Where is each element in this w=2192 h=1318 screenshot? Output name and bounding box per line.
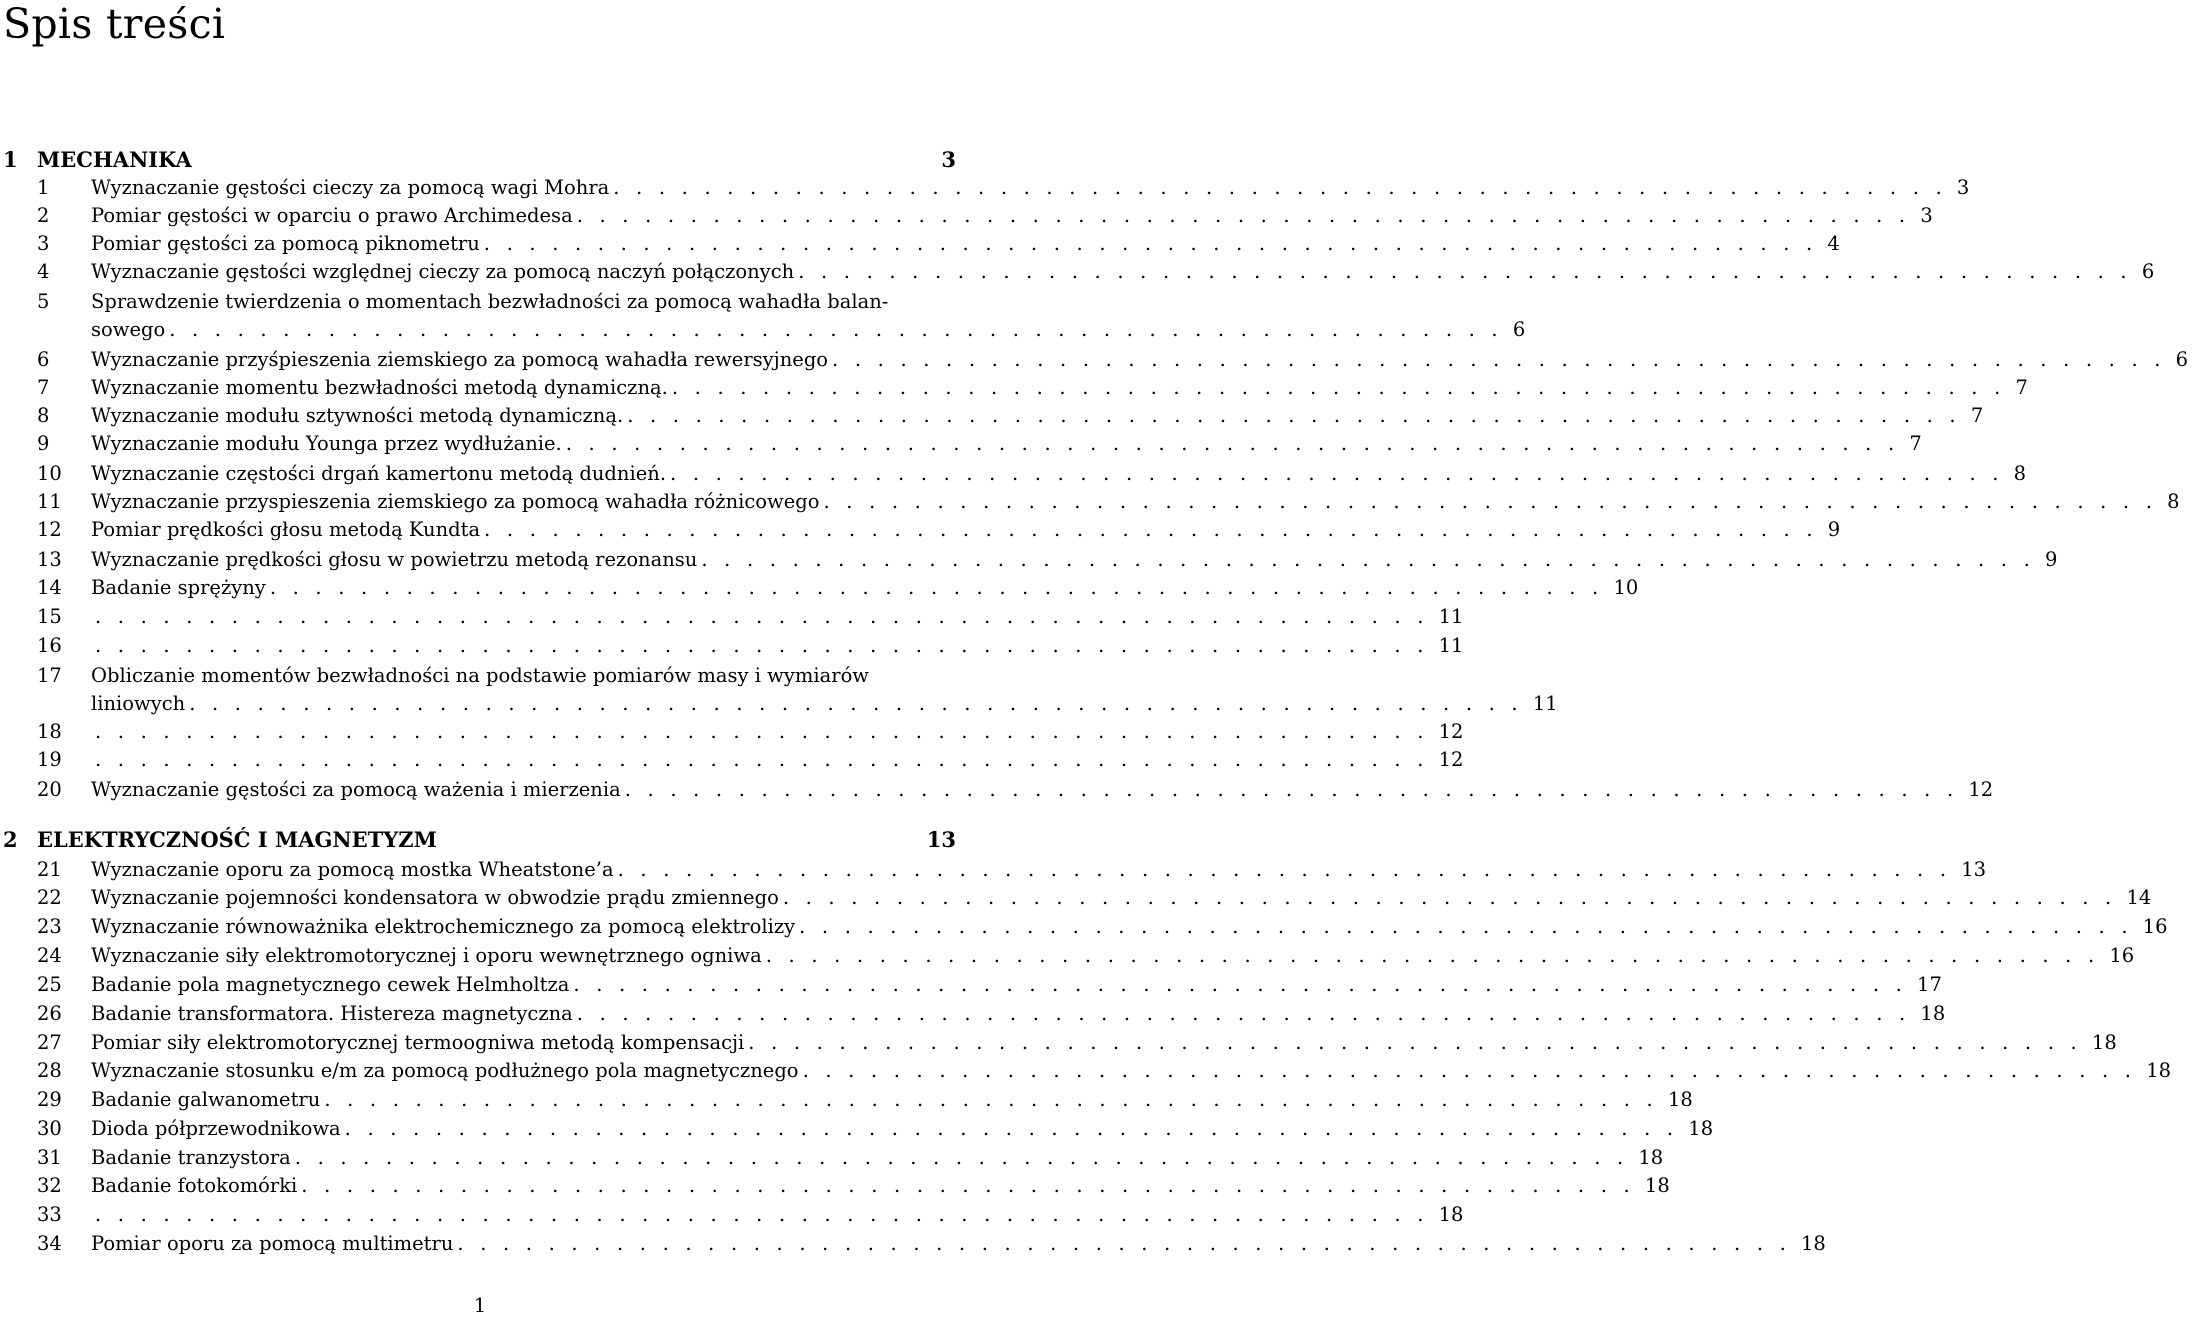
entry-page: 8 [2013, 462, 2027, 485]
entry-title-line1: Sprawdzenie twierdzenia o momentach bezwładności za pomocą wahadła balan- [91, 290, 889, 313]
entry-number: 15 [37, 605, 62, 628]
toc-entry[interactable] [0, 202, 1933, 230]
leader-dots: . . . . . . . . . . . . . . . . . . . . . . . . . . . . . . . . . . . . . . . . . . . . . . . . . . . . . . . . . . . [189, 692, 1523, 715]
entry-page: 13 [1961, 858, 1987, 881]
toc-entry[interactable] [0, 632, 1464, 660]
toc-entry[interactable] [0, 1201, 1464, 1229]
toc-entry[interactable] [0, 430, 1922, 458]
leader-dots: . . . . . . . . . . . . . . . . . . . . . . . . . . . . . . . . . . . . . . . . . . . . . . . . . . . . . . . . . . . [832, 348, 2166, 371]
section-page: 3 [941, 147, 956, 172]
entry-number: 13 [37, 548, 62, 571]
entry-number: 20 [37, 778, 62, 801]
entry-title: Wyznaczanie pojemności kondensatora w obwodzie prądu zmiennego [91, 886, 779, 909]
toc-entry[interactable] [0, 258, 2155, 286]
leader-dots: . . . . . . . . . . . . . . . . . . . . . . . . . . . . . . . . . . . . . . . . . . . . . . . . . . . . . . . . . . . [324, 1088, 1658, 1111]
entry-page: 16 [2109, 944, 2135, 967]
leader-dots: . . . . . . . . . . . . . . . . . . . . . . . . . . . . . . . . . . . . . . . . . . . . . . . . . . . . . . . . . . . [484, 518, 1818, 541]
entry-title: Wyznaczanie gęstości cieczy za pomocą wagi Mohra [91, 176, 610, 199]
entry-title: Wyznaczanie częstości drgań kamertonu metodą dudnień. [91, 462, 667, 485]
entry-number: 33 [37, 1203, 62, 1226]
leader-dots: . . . . . . . . . . . . . . . . . . . . . . . . . . . . . . . . . . . . . . . . . . . . . . . . . . . . . . . . . . . [483, 232, 1818, 255]
page-number: 1 [473, 1294, 487, 1317]
entry-page: 17 [1917, 973, 1942, 996]
entry-number: 22 [37, 886, 62, 909]
entry-page: 18 [2091, 1031, 2117, 1054]
entry-number: 18 [37, 720, 62, 743]
entry-number: 2 [37, 204, 50, 227]
toc-entry[interactable] [0, 1144, 1664, 1172]
entry-number: 10 [37, 462, 62, 485]
leader-dots: . . . . . . . . . . . . . . . . . . . . . . . . . . . . . . . . . . . . . . . . . . . . . . . . . . . . . . . . . . . [617, 858, 1952, 881]
entry-number: 29 [37, 1088, 62, 1111]
entry-title: Badanie pola magnetycznego cewek Helmholtza [91, 973, 570, 996]
leader-dots: . . . . . . . . . . . . . . . . . . . . . . . . . . . . . . . . . . . . . . . . . . . . . . . . . . . . . . . . . . . [701, 548, 2035, 571]
entry-title: Pomiar oporu za pomocą multimetru [91, 1232, 454, 1255]
entry-number: 26 [37, 1002, 62, 1025]
entry-page: 18 [1801, 1232, 1826, 1255]
leader-dots: . . . . . . . . . . . . . . . . . . . . . . . . . . . . . . . . . . . . . . . . . . . . . . . . . . . . . . . . . . . [457, 1232, 1792, 1255]
toc-entry[interactable] [0, 574, 1639, 602]
entry-number: 24 [37, 944, 62, 967]
entry-title: Wyznaczanie gęstości względnej cieczy za pomocą naczyń połączonych [91, 260, 795, 283]
leader-dots: . . . . . . . . . . . . . . . . . . . . . . . . . . . . . . . . . . . . . . . . . . . . . . . . . . . . . . . . . . . [301, 1174, 1635, 1197]
entry-page: 9 [2045, 548, 2058, 571]
entry-page: 3 [1956, 176, 1970, 199]
leader-dots: . . . . . . . . . . . . . . . . . . . . . . . . . . . . . . . . . . . . . . . . . . . . . . . . . . . . . . . . . . . [782, 886, 2117, 909]
leader-dots: . . . . . . . . . . . . . . . . . . . . . . . . . . . . . . . . . . . . . . . . . . . . . . . . . . . . . . . . . . . [95, 1203, 1429, 1226]
leader-dots: . . . . . . . . . . . . . . . . . . . . . . . . . . . . . . . . . . . . . . . . . . . . . . . . . . . . . . . . . . . [802, 1059, 2137, 1082]
entry-title: Badanie galwanometru [91, 1088, 321, 1111]
toc-entry[interactable] [0, 1029, 2117, 1057]
entry-number: 3 [37, 232, 50, 255]
toc-entry[interactable] [0, 288, 960, 316]
toc-entry[interactable] [0, 603, 1464, 631]
entry-page: 11 [1532, 692, 1558, 715]
leader-dots: . . . . . . . . . . . . . . . . . . . . . . . . . . . . . . . . . . . . . . . . . . . . . . . . . . . . . . . . . . . [670, 462, 2004, 485]
toc-entry[interactable] [0, 1115, 1714, 1143]
toc-entry[interactable] [0, 402, 1984, 430]
entry-page: 18 [1638, 1146, 1664, 1169]
toc-entry[interactable] [0, 460, 2027, 488]
entry-number: 12 [37, 518, 62, 541]
toc-section-mechanika[interactable] [0, 146, 960, 174]
toc-section-elektrycznosc[interactable] [0, 826, 960, 854]
toc-entry[interactable] [0, 546, 2058, 574]
toc-entry-continuation[interactable] [0, 316, 1526, 344]
entry-number: 4 [37, 260, 50, 283]
toc-entry[interactable] [0, 662, 960, 690]
entry-number: 9 [37, 432, 50, 455]
toc-entry[interactable] [0, 374, 2028, 402]
entry-page: 6 [2175, 348, 2189, 371]
toc-entry[interactable] [0, 776, 1994, 804]
toc-entry[interactable] [0, 174, 1970, 202]
section-title: ELEKTRYCZNOŚĆ I MAGNETYZM [37, 827, 437, 852]
entry-title: Dioda półprzewodnikowa [91, 1117, 341, 1140]
entry-page: 12 [1438, 720, 1464, 743]
entry-number: 27 [37, 1031, 62, 1054]
entry-page: 6 [1512, 318, 1526, 341]
toc-entry[interactable] [0, 1057, 2172, 1085]
entry-title: Wyznaczanie przyspieszenia ziemskiego za pomocą wahadła różnicowego [91, 490, 820, 513]
toc-entry[interactable] [0, 856, 1987, 884]
entry-number: 31 [37, 1146, 62, 1169]
entry-page: 10 [1613, 576, 1639, 599]
entry-title: Wyznaczanie modułu sztywności metodą dynamiczną. [91, 404, 624, 427]
entry-title-line1: Obliczanie momentów bezwładności na podstawie pomiarów masy i wymiarów [91, 664, 870, 687]
entry-title: Pomiar siły elektromotorycznej termoogniwa metodą kompensacji [91, 1031, 745, 1054]
entry-title: Badanie tranzystora [91, 1146, 291, 1169]
entry-number: 6 [37, 348, 50, 371]
entry-title: Pomiar gęstości w oparciu o prawo Archimedesa [91, 204, 573, 227]
leader-dots: . . . . . . . . . . . . . . . . . . . . . . . . . . . . . . . . . . . . . . . . . . . . . . . . . . . . . . . . . . . [169, 318, 1503, 341]
leader-dots: . . . . . . . . . . . . . . . . . . . . . . . . . . . . . . . . . . . . . . . . . . . . . . . . . . . . . . . . . . . [823, 490, 2158, 513]
entry-page: 18 [1920, 1002, 1946, 1025]
entry-title: Badanie transformatora. Histereza magnetyczna [91, 1002, 573, 1025]
leader-dots: . . . . . . . . . . . . . . . . . . . . . . . . . . . . . . . . . . . . . . . . . . . . . . . . . . . . . . . . . . . [627, 404, 1961, 427]
entry-title: Wyznaczanie oporu za pomocą mostka Wheatstone’a [91, 858, 614, 881]
leader-dots: . . . . . . . . . . . . . . . . . . . . . . . . . . . . . . . . . . . . . . . . . . . . . . . . . . . . . . . . . . . [799, 915, 2133, 938]
toc-entry[interactable] [0, 913, 2168, 941]
entry-number: 28 [37, 1059, 62, 1082]
entry-title: Wyznaczanie gęstości za pomocą ważenia i mierzenia [91, 778, 621, 801]
entry-page: 18 [1438, 1203, 1464, 1226]
entry-number: 34 [37, 1232, 62, 1255]
entry-title: Wyznaczanie siły elektromotorycznej i oporu wewnętrznego ogniwa [91, 944, 762, 967]
entry-page: 12 [1438, 748, 1464, 771]
entry-page: 18 [2146, 1059, 2172, 1082]
entry-number: 5 [37, 290, 50, 313]
entry-page: 9 [1827, 518, 1841, 541]
entry-number: 30 [37, 1117, 62, 1140]
entry-title: Wyznaczanie modułu Younga przez wydłużanie. [91, 432, 562, 455]
entry-title: Pomiar prędkości głosu metodą Kundta [91, 518, 481, 541]
entry-page: 7 [2015, 376, 2028, 399]
entry-page: 18 [1688, 1117, 1714, 1140]
toc-entry[interactable] [0, 1000, 1946, 1028]
toc-entry[interactable] [0, 718, 1464, 746]
entry-number: 32 [37, 1174, 62, 1197]
entry-page: 18 [1644, 1174, 1670, 1197]
toc-entry[interactable] [0, 516, 1841, 544]
page-title: Spis treści [3, 0, 226, 48]
toc-entry[interactable] [0, 488, 2180, 516]
entry-number: 1 [37, 176, 50, 199]
entry-title: Wyznaczanie stosunku e/m za pomocą podłużnego pola magnetycznego [91, 1059, 799, 1082]
entry-number: 19 [37, 748, 62, 771]
toc-entry[interactable] [0, 346, 2189, 374]
leader-dots: . . . . . . . . . . . . . . . . . . . . . . . . . . . . . . . . . . . . . . . . . . . . . . . . . . . . . . . . . . . [576, 204, 1911, 227]
leader-dots: . . . . . . . . . . . . . . . . . . . . . . . . . . . . . . . . . . . . . . . . . . . . . . . . . . . . . . . . . . . [269, 576, 1604, 599]
toc-entry[interactable] [0, 942, 2135, 970]
toc-entry[interactable] [0, 1230, 1826, 1258]
section-title: MECHANIKA [37, 147, 192, 172]
leader-dots: . . . . . . . . . . . . . . . . . . . . . . . . . . . . . . . . . . . . . . . . . . . . . . . . . . . . . . . . . . . [748, 1031, 2082, 1054]
entry-page: 11 [1438, 605, 1464, 628]
entry-page: 7 [1970, 404, 1984, 427]
toc-entry[interactable] [0, 230, 1840, 258]
entry-number: 23 [37, 915, 62, 938]
entry-title: Pomiar gęstości za pomocą piknometru [91, 232, 480, 255]
entry-title: Wyznaczanie równoważnika elektrochemicznego za pomocą elektrolizy [91, 915, 796, 938]
entry-title: Badanie fotokomórki [91, 1174, 298, 1197]
toc-entry[interactable] [0, 1086, 1693, 1114]
entry-page: 12 [1968, 778, 1994, 801]
leader-dots: . . . . . . . . . . . . . . . . . . . . . . . . . . . . . . . . . . . . . . . . . . . . . . . . . . . . . . . . . . . [95, 605, 1429, 628]
entry-number: 16 [37, 634, 62, 657]
leader-dots: . . . . . . . . . . . . . . . . . . . . . . . . . . . . . . . . . . . . . . . . . . . . . . . . . . . . . . . . . . . [798, 260, 2132, 283]
entry-page: 18 [1667, 1088, 1693, 1111]
toc-entry[interactable] [0, 971, 1942, 999]
entry-title: Badanie sprężyny [91, 576, 266, 599]
leader-dots: . . . . . . . . . . . . . . . . . . . . . . . . . . . . . . . . . . . . . . . . . . . . . . . . . . . . . . . . . . . [95, 634, 1429, 657]
toc-entry[interactable] [0, 1172, 1670, 1200]
entry-page: 7 [1909, 432, 1922, 455]
entry-number: 11 [37, 490, 62, 513]
leader-dots: . . . . . . . . . . . . . . . . . . . . . . . . . . . . . . . . . . . . . . . . . . . . . . . . . . . . . . . . . . . [565, 432, 1900, 455]
leader-dots: . . . . . . . . . . . . . . . . . . . . . . . . . . . . . . . . . . . . . . . . . . . . . . . . . . . . . . . . . . . [294, 1146, 1629, 1169]
entry-number: 17 [37, 664, 62, 687]
toc-entry[interactable] [0, 746, 1464, 774]
leader-dots: . . . . . . . . . . . . . . . . . . . . . . . . . . . . . . . . . . . . . . . . . . . . . . . . . . . . . . . . . . . [613, 176, 1947, 199]
leader-dots: . . . . . . . . . . . . . . . . . . . . . . . . . . . . . . . . . . . . . . . . . . . . . . . . . . . . . . . . . . . [344, 1117, 1679, 1140]
entry-page: 6 [2141, 260, 2155, 283]
entry-page: 14 [2126, 886, 2152, 909]
section-number: 2 [3, 827, 18, 852]
entry-number: 14 [37, 576, 62, 599]
entry-title-line2: sowego [91, 318, 166, 341]
entry-number: 8 [37, 404, 50, 427]
section-page: 13 [926, 827, 956, 852]
entry-number: 25 [37, 973, 62, 996]
leader-dots: . . . . . . . . . . . . . . . . . . . . . . . . . . . . . . . . . . . . . . . . . . . . . . . . . . . . . . . . . . . [95, 748, 1429, 771]
entry-page: 3 [1920, 204, 1933, 227]
leader-dots: . . . . . . . . . . . . . . . . . . . . . . . . . . . . . . . . . . . . . . . . . . . . . . . . . . . . . . . . . . . [671, 376, 2006, 399]
leader-dots: . . . . . . . . . . . . . . . . . . . . . . . . . . . . . . . . . . . . . . . . . . . . . . . . . . . . . . . . . . . [576, 1002, 1911, 1025]
leader-dots: . . . . . . . . . . . . . . . . . . . . . . . . . . . . . . . . . . . . . . . . . . . . . . . . . . . . . . . . . . . [573, 973, 1908, 996]
leader-dots: . . . . . . . . . . . . . . . . . . . . . . . . . . . . . . . . . . . . . . . . . . . . . . . . . . . . . . . . . . . [95, 720, 1429, 743]
entry-page: 8 [2167, 490, 2180, 513]
entry-number: 7 [37, 376, 50, 399]
entry-page: 16 [2142, 915, 2168, 938]
entry-title: Wyznaczanie prędkości głosu w powietrzu metodą rezonansu [91, 548, 698, 571]
entry-title: Wyznaczanie momentu bezwładności metodą dynamiczną. [91, 376, 668, 399]
section-number: 1 [3, 147, 18, 172]
leader-dots: . . . . . . . . . . . . . . . . . . . . . . . . . . . . . . . . . . . . . . . . . . . . . . . . . . . . . . . . . . . [624, 778, 1959, 801]
leader-dots: . . . . . . . . . . . . . . . . . . . . . . . . . . . . . . . . . . . . . . . . . . . . . . . . . . . . . . . . . . . [765, 944, 2100, 967]
entry-page: 11 [1438, 634, 1464, 657]
entry-number: 21 [37, 858, 62, 881]
entry-title-line2: liniowych [91, 692, 186, 715]
toc-entry[interactable] [0, 884, 2152, 912]
toc-entry-continuation[interactable] [0, 690, 1558, 718]
entry-title: Wyznaczanie przyśpieszenia ziemskiego za pomocą wahadła rewersyjnego [91, 348, 829, 371]
entry-page: 4 [1827, 232, 1840, 255]
